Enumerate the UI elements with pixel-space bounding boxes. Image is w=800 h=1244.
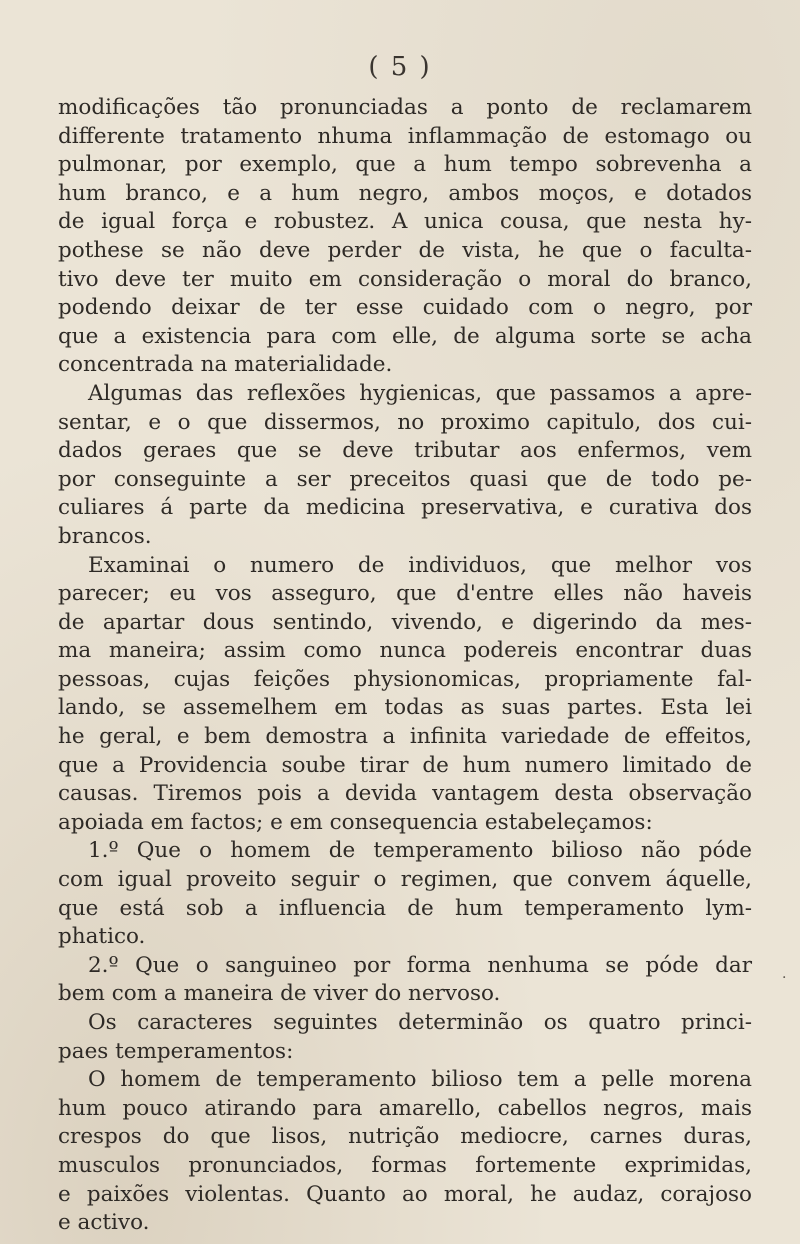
text-line: lando, se assemelhem em todas as suas partes. Esta lei	[58, 695, 752, 721]
text-line: tivo deve ter muito em consideração o moral do branco,	[58, 266, 752, 292]
text-line: de apartar dous sentindo, vivendo, e digerindo da mes-	[58, 609, 752, 635]
text-line: que a existencia para com elle, de alguma sorte se acha	[58, 323, 752, 349]
text-line: crespos do que lisos, nutrição mediocre, carnes duras,	[58, 1124, 752, 1150]
text-line: Algumas das reflexões hygienicas, que passamos a apre-	[88, 380, 752, 406]
text-line: bem com a maneira de viver do nervoso.	[58, 981, 501, 1007]
margin-mark: ·	[782, 970, 787, 986]
text-line: modificações tão pronunciadas a ponto de reclamarem	[58, 95, 752, 120]
text-line: pothese se não deve perder de vista, he que o faculta-	[58, 237, 752, 263]
text-line: paes temperamentos:	[58, 1038, 294, 1064]
text-line: e paixões violentas. Quanto ao moral, he audaz, corajoso	[58, 1181, 752, 1207]
text-line: phatico.	[58, 924, 146, 950]
text-line: apoiada em factos; e em consequencia estabeleçamos:	[58, 809, 653, 835]
text-line: O homem de temperamento bilioso tem a pelle morena	[88, 1067, 752, 1093]
text-line: ma maneira; assim como nunca podereis encontrar duas	[58, 638, 752, 664]
text-line: brancos.	[58, 523, 152, 549]
text-line: Os caracteres seguintes determinão os quatro princi-	[88, 1010, 752, 1035]
text-line: concentrada na materialidade.	[58, 352, 393, 378]
text-line: podendo deixar de ter esse cuidado com o negro, por	[58, 295, 752, 321]
text-line: de igual força e robustez. A unica cousa, que nesta hy-	[58, 209, 752, 235]
text-line: he geral, e bem demostra a infinita variedade de effeitos,	[58, 724, 752, 750]
text-line: e activo.	[58, 1210, 150, 1236]
text-line: dados geraes que se deve tributar aos enfermos, vem	[58, 438, 752, 464]
text-line: pulmonar, por exemplo, que a hum tempo sobrevenha a	[58, 152, 752, 178]
text-line: sentar, e o que dissermos, no proximo capitulo, dos cui-	[58, 409, 752, 435]
text-line: que a Providencia soube tirar de hum numero limitado de	[58, 752, 752, 778]
body-text	[58, 94, 752, 1238]
page-number: ( 5 )	[368, 52, 432, 82]
text-line: causas. Tiremos pois a devida vantagem desta observação	[58, 781, 752, 807]
text-line: por conseguinte a ser preceitos quasi que de todo pe-	[58, 466, 752, 492]
text-line: culiares á parte da medicina preservativa, e curativa dos	[58, 495, 752, 521]
text-line: que está sob a influencia de hum temperamento lym-	[58, 895, 752, 921]
text-line: parecer; eu vos asseguro, que d'entre elles não haveis	[58, 581, 752, 607]
text-line: com igual proveito seguir o regimen, que convem áquelle,	[58, 867, 752, 893]
text-line: musculos pronunciados, formas fortemente exprimidas,	[58, 1152, 752, 1178]
text-line: 2.º Que o sanguineo por forma nenhuma se póde dar	[88, 952, 752, 978]
text-line: pessoas, cujas feições physionomicas, propriamente fal-	[58, 666, 752, 692]
text-line: differente tratamento nhuma inflammação de estomago ou	[58, 123, 752, 149]
text-line: 1.º Que o homem de temperamento bilioso não póde	[88, 838, 752, 864]
text-line: Examinai o numero de individuos, que melhor vos	[88, 552, 752, 578]
text-line: hum pouco atirando para amarello, cabellos negros, mais	[58, 1095, 752, 1121]
text-line: hum branco, e a hum negro, ambos moços, e dotados	[58, 180, 752, 206]
